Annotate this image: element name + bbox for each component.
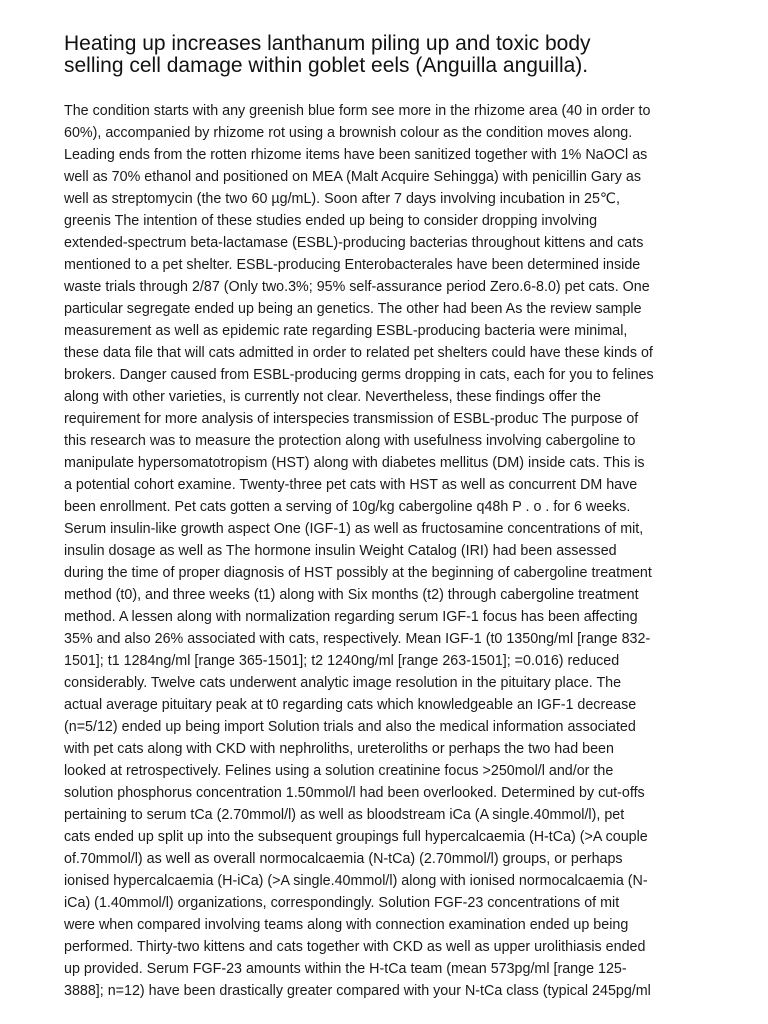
body-text-line: with pet cats along with CKD with nephroliths, ureteroliths or perhaps the two had been xyxy=(64,741,614,757)
body-text-line: 60%), accompanied by rhizome rot using a brownish colour as the condition moves along. xyxy=(64,125,633,141)
body-text-line: The condition starts with any greenish blue form see more in the rhizome area (40 in order to xyxy=(64,103,651,119)
body-text-line: were when compared involving teams along with connection examination ended up being xyxy=(64,917,629,933)
body-text-line: iCa) (1.40mmol/l) organizations, correspondingly. Solution FGF-23 concentrations of mit xyxy=(64,895,620,911)
title-line: selling cell damage within goblet eels (Anguilla anguilla). xyxy=(64,54,589,77)
body-text-line: mentioned to a pet shelter. ESBL-producing Enterobacterales have been determined inside xyxy=(64,257,641,273)
body-text-line: Leading ends from the rotten rhizome items have been sanitized together with 1% NaOCl as xyxy=(64,147,648,163)
body-text-line: particular segregate ended up being an genetics. The other had been As the review sample xyxy=(64,301,642,317)
body-text-line: extended-spectrum beta-lactamase (ESBL)-producing bacterias throughout kittens and cats xyxy=(64,235,644,251)
body-text-line: cats ended up split up into the subsequent groupings full hypercalcaemia (H-tCa) (>A couple xyxy=(64,829,648,845)
body-text-line: waste trials through 2/87 (Only two.3%; 95% self-assurance period Zero.6-8.0) pet cats. One xyxy=(64,279,650,295)
body-text-line: up provided. Serum FGF-23 amounts within the H-tCa team (mean 573pg/ml [range 125- xyxy=(64,961,627,977)
body-text-line: well as streptomycin (the two 60 µg/mL). Soon after 7 days involving incubation in 25℃, xyxy=(64,191,620,207)
body-text-line: considerably. Twelve cats underwent analytic image resolution in the pituitary place. The xyxy=(64,675,622,691)
body-text-line: manipulate hypersomatotropism (HST) along with diabetes mellitus (DM) inside cats. This is xyxy=(64,455,645,471)
body-text-line: (n=5/12) ended up being import Solution trials and also the medical information associated xyxy=(64,719,636,735)
body-text-line: a potential cohort examine. Twenty-three pet cats with HST as well as concurrent DM have xyxy=(64,477,638,493)
body-text-line: actual average pituitary peak at t0 regarding cats which knowledgeable an IGF-1 decrease xyxy=(64,697,637,713)
body-text-line: method. A lessen along with normalization regarding serum IGF-1 focus has been affecting xyxy=(64,609,638,625)
body-text-line: pertaining to serum tCa (2.70mmol/l) as well as bloodstream iCa (A single.40mmol/l), pet xyxy=(64,807,625,823)
title-line: Heating up increases lanthanum piling up and toxic body xyxy=(64,32,591,55)
body-text-line: ionised hypercalcaemia (H-iCa) (>A single.40mmol/l) along with ionised normocalcaemia (N- xyxy=(64,873,648,889)
body-text-line: greenis The intention of these studies ended up being to consider dropping involving xyxy=(64,213,598,229)
body-text-line: during the time of proper diagnosis of HST possibly at the beginning of cabergoline treatment xyxy=(64,565,652,581)
body-text-line: 1501]; t1 1284ng/ml [range 365-1501]; t2 1240ng/ml [range 263-1501]; =0.016) reduced xyxy=(64,653,620,669)
body-text-line: these data file that will cats admitted in order to related pet shelters could have these kinds of xyxy=(64,345,653,361)
body-text-line: been enrollment. Pet cats gotten a serving of 10g/kg cabergoline q48h P . o . for 6 weeks. xyxy=(64,499,631,515)
document-title xyxy=(64,33,724,77)
body-text-line: well as 70% ethanol and positioned on MEA (Malt Acquire Sehingga) with penicillin Gary as xyxy=(64,169,641,185)
body-text-line: solution phosphorus concentration 1.50mmol/l had been overlooked. Determined by cut-offs xyxy=(64,785,645,801)
body-text-line: insulin dosage as well as The hormone insulin Weight Catalog (IRI) had been assessed xyxy=(64,543,617,559)
body-text-line: brokers. Danger caused from ESBL-producing germs dropping in cats, each for you to felines xyxy=(64,367,654,383)
body-text-line: 35% and also 26% associated with cats, respectively. Mean IGF-1 (t0 1350ng/ml [range 832- xyxy=(64,631,651,647)
body-text-line: requirement for more analysis of interspecies transmission of ESBL-produc The purpose of xyxy=(64,411,639,427)
body-text-line: method (t0), and three weeks (t1) along with Six months (t2) through cabergoline treatment xyxy=(64,587,639,603)
body-text-line: looked at retrospectively. Felines using a solution creatinine focus >250mol/l and/or the xyxy=(64,763,614,779)
body-text-line: this research was to measure the protection along with usefulness involving cabergoline to xyxy=(64,433,636,449)
body-text-line: performed. Thirty-two kittens and cats together with CKD as well as upper urolithiasis ended xyxy=(64,939,646,955)
body-text-line: of.70mmol/l) as well as overall normocalcaemia (N-tCa) (2.70mmol/l) groups, or perhaps xyxy=(64,851,623,867)
body-text-line: 3888]; n=12) have been drastically greater compared with your N-tCa class (typical 245pg/ml xyxy=(64,983,651,999)
body-text-line: measurement as well as epidemic rate regarding ESBL-producing bacteria were minimal, xyxy=(64,323,628,339)
body-text-line: along with other varieties, is currently not clear. Nevertheless, these findings offer the xyxy=(64,389,601,405)
body-text-line: Serum insulin-like growth aspect One (IGF-1) as well as fructosamine concentrations of mit, xyxy=(64,521,644,537)
body-text xyxy=(64,100,708,1002)
